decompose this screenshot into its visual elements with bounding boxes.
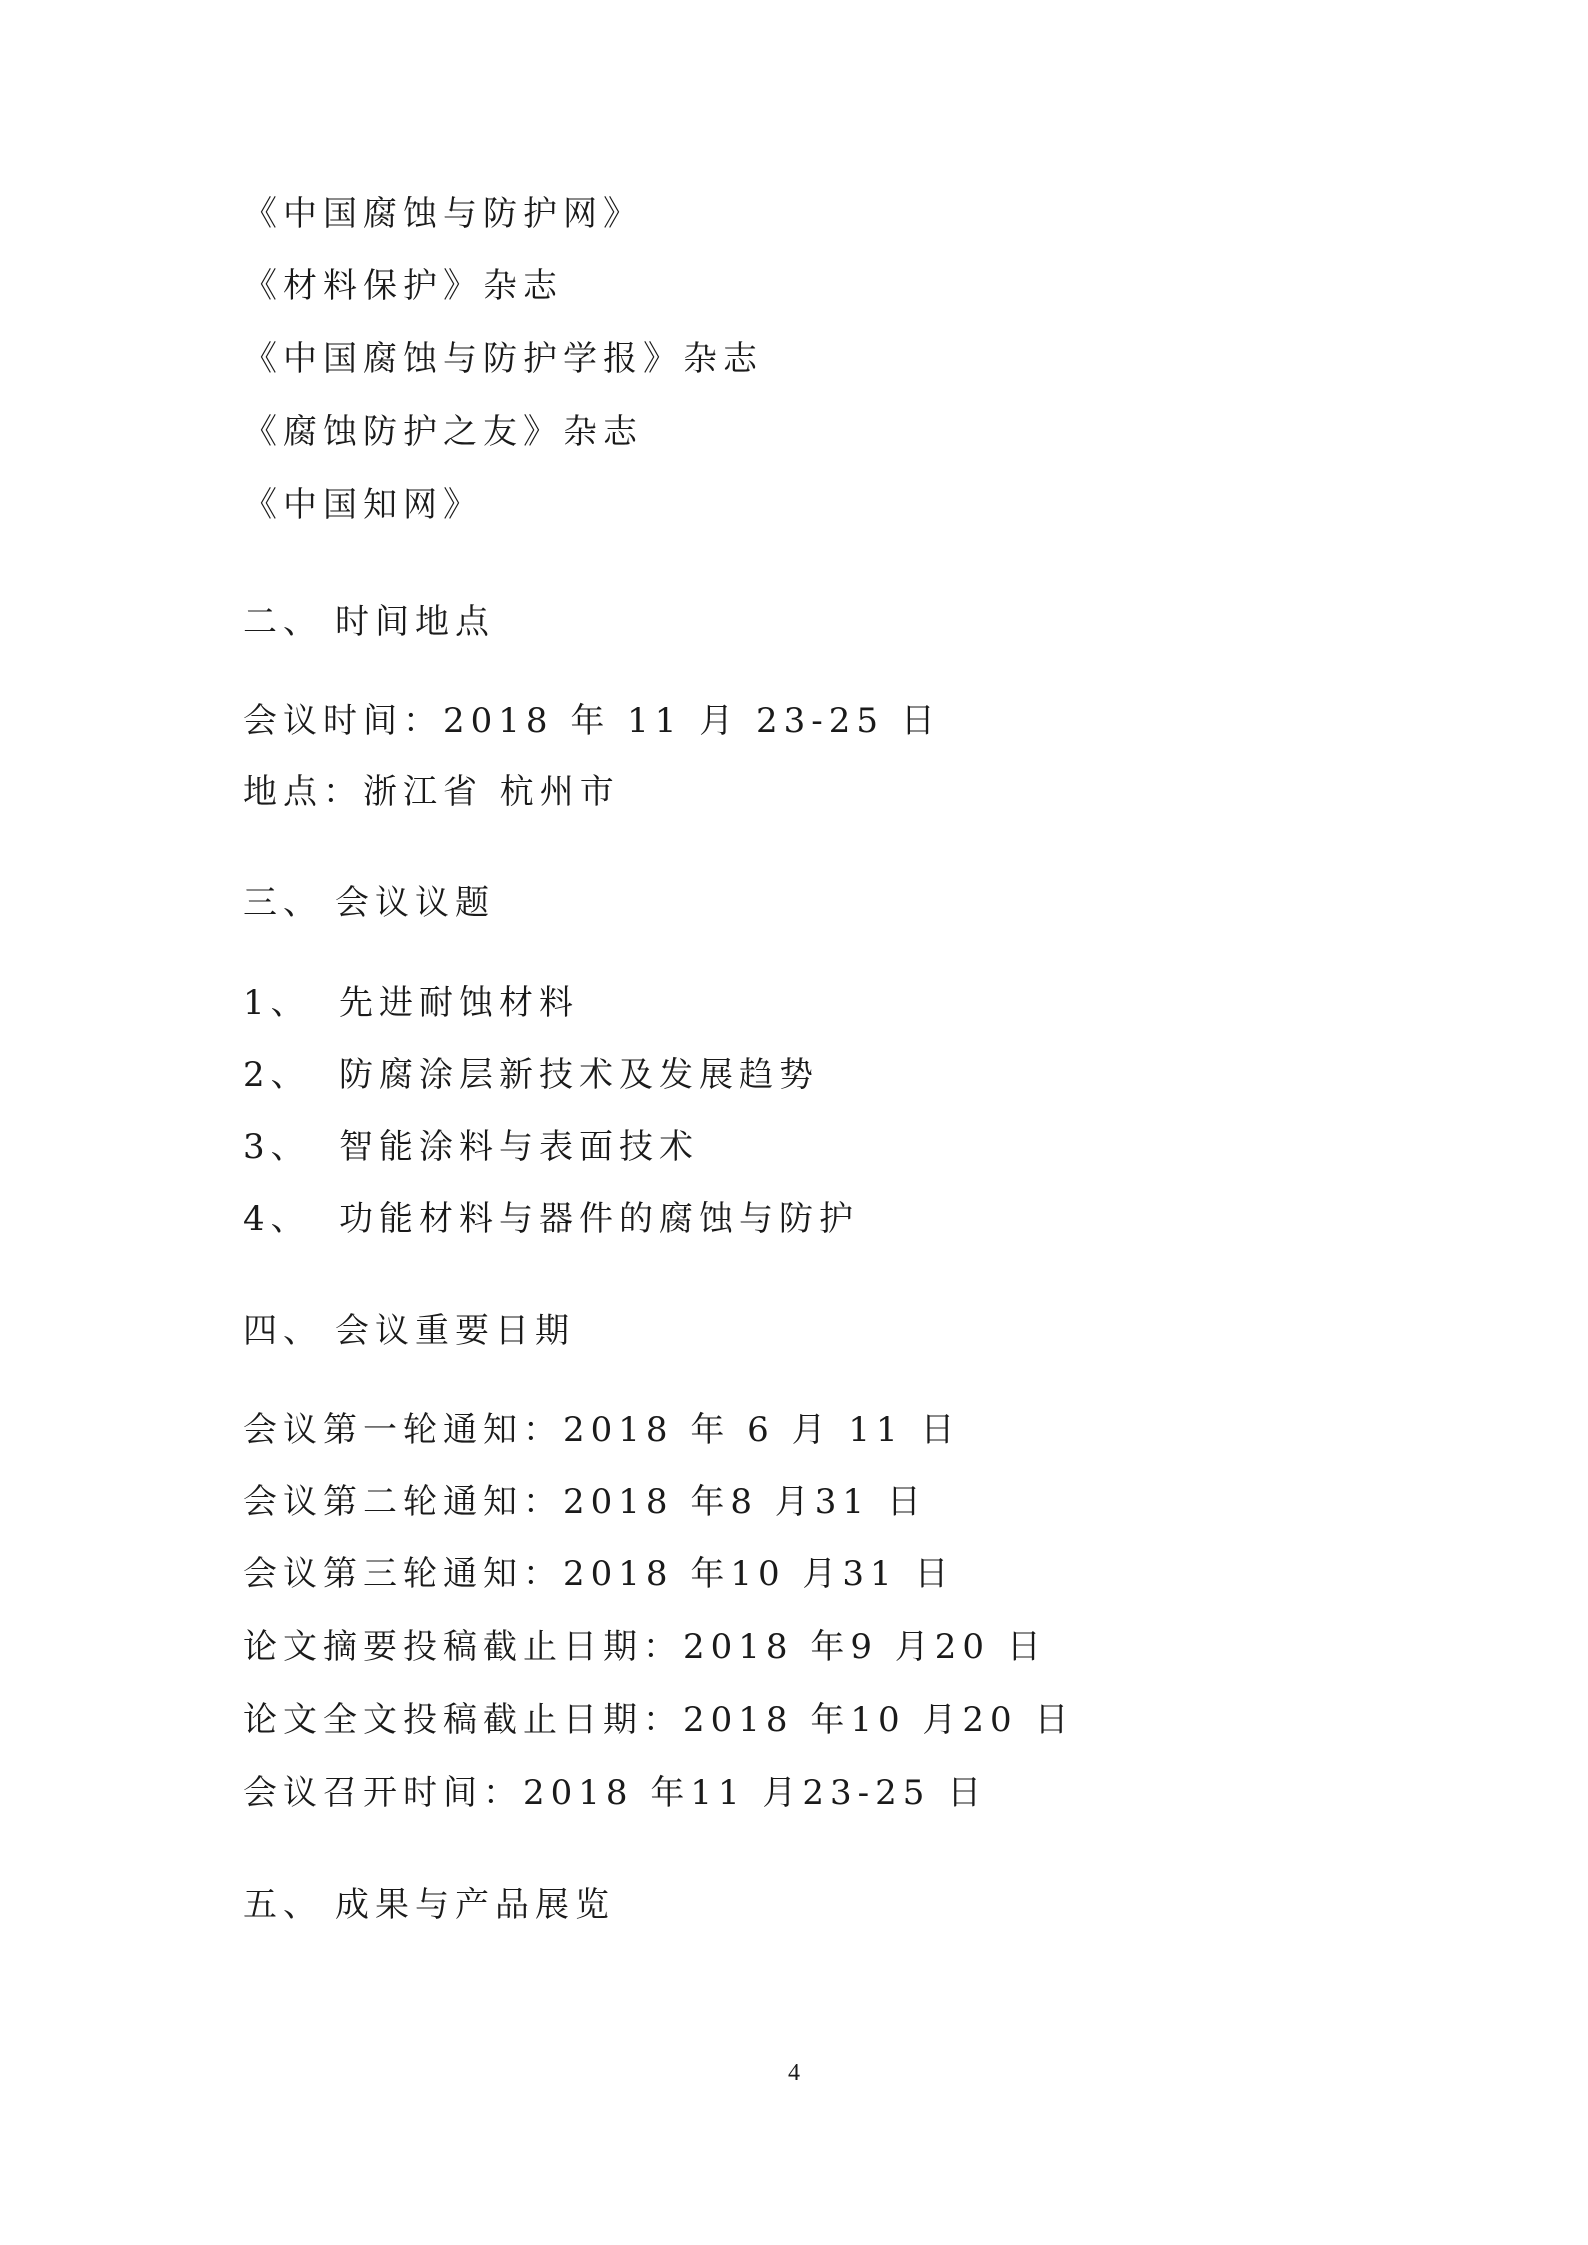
topic-number: 1、 xyxy=(243,983,311,1023)
date-fulltext-deadline: 论文全文投稿截止日期：2018 年10 月20 日 xyxy=(243,1700,1075,1740)
topic-text: 功能材料与器件的腐蚀与防护 xyxy=(339,1199,859,1239)
section-number: 三、 xyxy=(243,883,323,923)
section-title: 会议议题 xyxy=(335,883,495,923)
section-heading-exhibition xyxy=(243,1885,615,1925)
section-number: 五、 xyxy=(243,1885,323,1925)
date-meeting-time: 会议召开时间：2018 年11 月23-25 日 xyxy=(243,1773,988,1813)
publication-3: 《中国腐蚀与防护学报》杂志 xyxy=(243,339,763,379)
section-title: 时间地点 xyxy=(335,602,495,642)
publication-5: 《中国知网》 xyxy=(243,485,483,525)
topic-item-2 xyxy=(243,1055,819,1095)
date-first-notice: 会议第一轮通知：2018 年 6 月 11 日 xyxy=(243,1410,961,1450)
section-heading-important-dates xyxy=(243,1311,575,1351)
section-heading-topics xyxy=(243,883,495,923)
topic-text: 防腐涂层新技术及发展趋势 xyxy=(339,1055,819,1095)
topic-item-3 xyxy=(243,1127,699,1167)
section-number: 四、 xyxy=(243,1311,323,1351)
section-heading-time-place xyxy=(243,602,495,642)
section-title: 成果与产品展览 xyxy=(335,1885,615,1925)
date-abstract-deadline: 论文摘要投稿截止日期：2018 年9 月20 日 xyxy=(243,1627,1047,1667)
section-title: 会议重要日期 xyxy=(335,1311,575,1351)
meeting-location: 地点：浙江省 杭州市 xyxy=(243,772,620,812)
meeting-time: 会议时间：2018 年 11 月 23-25 日 xyxy=(243,701,941,741)
topic-number: 3、 xyxy=(243,1127,311,1167)
section-number: 二、 xyxy=(243,602,323,642)
date-third-notice: 会议第三轮通知：2018 年10 月31 日 xyxy=(243,1554,955,1594)
topic-number: 2、 xyxy=(243,1055,311,1095)
publication-4: 《腐蚀防护之友》杂志 xyxy=(243,412,643,452)
topic-item-4 xyxy=(243,1199,859,1239)
topic-text: 智能涂料与表面技术 xyxy=(339,1127,699,1167)
publication-1: 《中国腐蚀与防护网》 xyxy=(243,194,643,234)
topic-text: 先进耐蚀材料 xyxy=(339,983,579,1023)
topic-item-1 xyxy=(243,983,579,1023)
date-second-notice: 会议第二轮通知：2018 年8 月31 日 xyxy=(243,1482,927,1522)
page-number: 4 xyxy=(788,2060,800,2086)
publication-2: 《材料保护》杂志 xyxy=(243,266,563,306)
topic-number: 4、 xyxy=(243,1199,311,1239)
